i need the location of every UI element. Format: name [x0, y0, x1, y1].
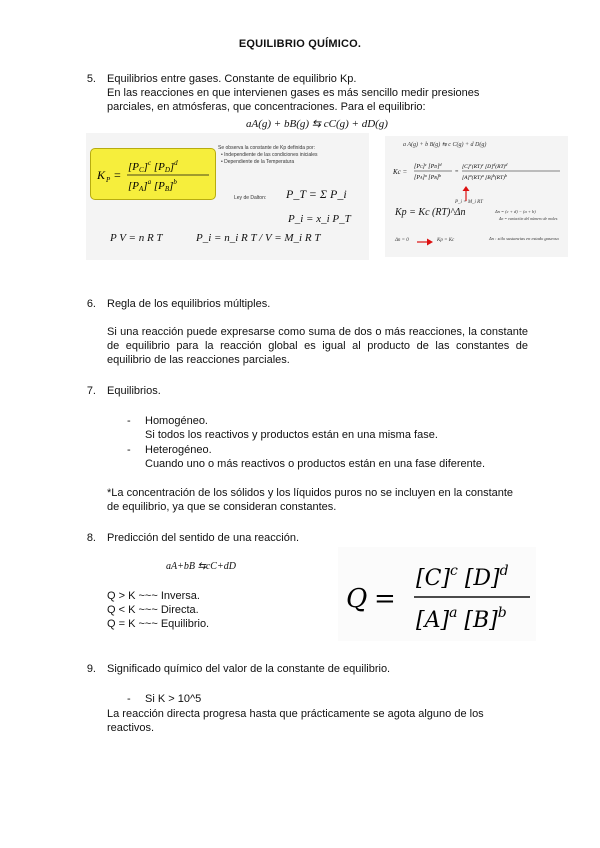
- homogeneous-dash: -: [127, 415, 131, 427]
- section-5-line-2: parciales, en atmósferas, que concentraciones. Para el equilibrio:: [107, 101, 426, 113]
- solids-note-line-2: de equilibrio, ya que se consideran constantes.: [107, 501, 337, 513]
- section-8-reaction: aA+bB ⇆cC+dD: [166, 561, 236, 572]
- svg-text:[PA]a [PB]b: [PA]$^a$ [PB]$^b$: [414, 173, 442, 181]
- section-5-heading: Equilibrios entre gases. Constante de equilibrio Kp.: [107, 73, 357, 85]
- heterogeneous-dash: -: [127, 444, 131, 456]
- kp-formula: [91, 149, 215, 199]
- q-equal-k: Q = K ~~~ Equilibrio.: [107, 618, 210, 630]
- delta-n-meaning: Δn = variación del número de moles: [499, 216, 558, 221]
- reaction-quotient-figure: [338, 547, 536, 641]
- kp-formula-box: [90, 148, 216, 200]
- svg-text:Q: Q: [346, 584, 368, 614]
- section-5-line-1: En las reacciones en que intervienen gases es más sencillo medir presiones: [107, 87, 480, 99]
- kp-note-bullet-2: • Dependiente de la Temperatura: [221, 159, 295, 165]
- section-9-line-1: La reacción directa progresa hasta que prácticamente se agota alguno de los: [107, 708, 484, 720]
- pi-mi-rt: P_i = M_i RT: [455, 200, 483, 205]
- kp-equals-kc: Kp = Kc: [437, 238, 455, 243]
- homogeneous-title: Homogéneo.: [145, 415, 208, 427]
- section-8-number: 8.: [86, 532, 96, 544]
- section-7-heading: Equilibrios.: [107, 385, 161, 397]
- section-9-bullet: Si K > 10^5: [145, 693, 202, 705]
- svg-text:[A]a [B]b: $[A]^a$ $[B]^b$: [416, 605, 507, 633]
- svg-text:=: =: [374, 584, 396, 614]
- kp-kc-relation: Kp = Kc (RT)^Δn: [395, 207, 466, 218]
- section-9-heading: Significado químico del valor de la constante de equilibrio.: [107, 663, 391, 675]
- delta-n-definition: Δn = (c + d) − (a + b): [495, 209, 536, 214]
- ideal-gas-law: P V = n R T: [110, 232, 163, 244]
- kc-expression: [412, 158, 562, 186]
- reaction-quotient-formula: [338, 547, 536, 641]
- kp-note-bullet-1: • Independiente de las condiciones iniciales: [221, 152, 318, 158]
- solids-note-line-1: *La concentración de los sólidos y los líquidos puros no se incluyen en la constante: [107, 487, 514, 499]
- kc-label: Kc =: [393, 168, 408, 176]
- kp-figure: [86, 133, 369, 260]
- section-6-paragraph: Si una reacción puede expresarse como suma de dos o más reacciones, la constante de equilibrio para la reacción global es igual al producto de las constantes de equilibrio de las reacciones parciales.: [107, 326, 528, 366]
- section-5-equation: aA(g) + bB(g) ⇆ cC(g) + dD(g): [246, 118, 388, 130]
- heterogeneous-description: Cuando uno o más reactivos o productos están en una fase diferente.: [145, 458, 485, 470]
- svg-text:P: P: [106, 176, 111, 184]
- section-8-heading: Predicción del sentido de una reacción.: [107, 532, 300, 544]
- q-greater-k: Q > K ~~~ Inversa.: [107, 590, 200, 602]
- section-6-heading: Regla de los equilibrios múltiples.: [107, 298, 271, 310]
- svg-text:[C]c(RT)c [D]d(RT)d: $[C]^c(RT)^c$ $[D]^d(RT)^d$: [462, 162, 508, 170]
- heterogeneous-title: Heterogéneo.: [145, 444, 212, 456]
- section-9-dash: -: [127, 693, 131, 705]
- section-7-number: 7.: [86, 385, 96, 397]
- page-title: EQUILIBRIO QUÍMICO.: [238, 38, 362, 50]
- svg-text:[PC]c [PD]d: [PC]$^c$ [PD]$^d$: [128, 159, 178, 174]
- delta-n-gas-note: Δn : sólo sustancias en estado gaseoso: [489, 236, 559, 241]
- dalton-sum: P_T = Σ P_i: [286, 187, 347, 201]
- homogeneous-description: Si todos los reactivos y productos están en una misma fase.: [145, 429, 438, 441]
- svg-text:K: K: [97, 168, 106, 182]
- svg-text:=: =: [114, 168, 121, 182]
- kp-kc-figure: [385, 136, 568, 257]
- svg-text:[A]a(RT)a [B]b(RT)b: $[A]^a(RT)^a$ $[B]^b(RT)^b$: [462, 173, 507, 181]
- svg-text:[PC]c [PD]d: [PC]$^c$ [PD]$^d$: [414, 162, 442, 170]
- partial-pressure-fraction: P_i = x_i P_T: [288, 213, 351, 225]
- svg-text:=: =: [455, 169, 459, 175]
- kp-kc-reaction: a A(g) + b B(g) ⇆ c C(g) + d D(g): [403, 142, 487, 148]
- section-6-number: 6.: [86, 298, 96, 310]
- right-arrow-icon: [417, 238, 433, 246]
- section-9-line-2: reactivos.: [107, 722, 155, 734]
- section-5-number: 5.: [86, 73, 96, 85]
- delta-n-zero: Δn = 0: [395, 238, 409, 243]
- section-9-number: 9.: [86, 663, 96, 675]
- svg-text:[PA]a [PB]b: [PA]$^a$ [PB]$^b$: [128, 178, 177, 193]
- svg-text:[C]c [D]d: $[C]^c$ $[D]^d$: [416, 563, 509, 591]
- kp-note-title: Se observa la constante de Kp definida por:: [218, 145, 316, 151]
- partial-pressure-nrt: P_i = n_i R T / V = M_i R T: [196, 232, 321, 244]
- q-less-k: Q < K ~~~ Directa.: [107, 604, 199, 616]
- dalton-label: Ley de Dalton:: [234, 195, 267, 201]
